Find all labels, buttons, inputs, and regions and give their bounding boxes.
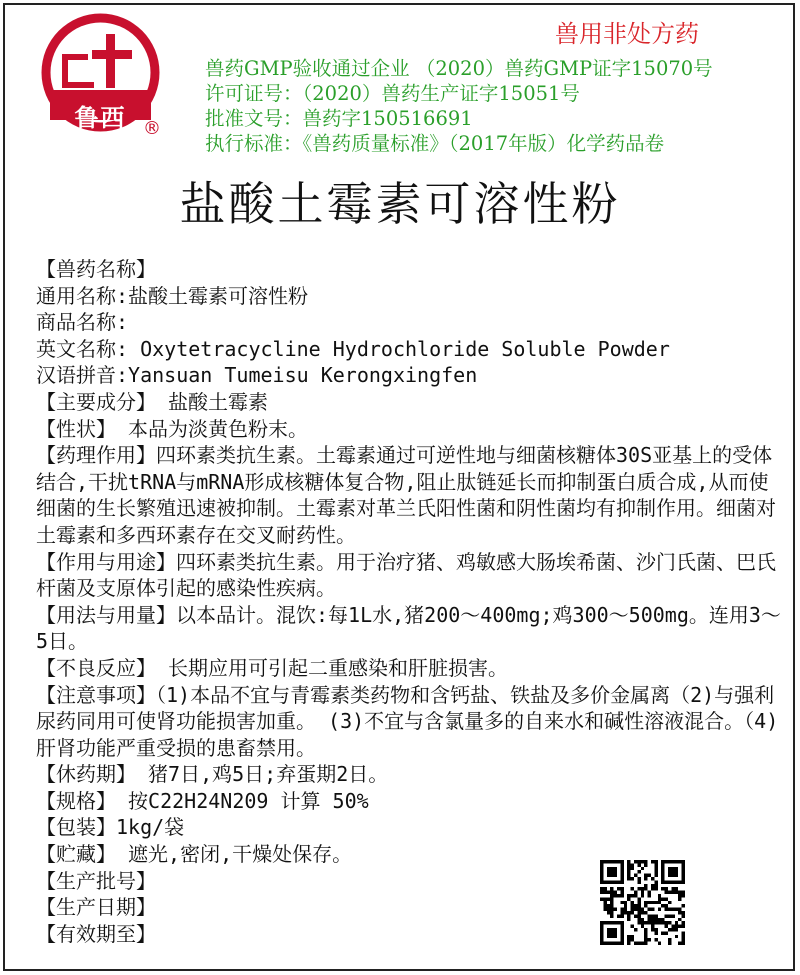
product-title: 盐酸土霉素可溶性粉	[179, 177, 621, 231]
precautions: 【注意事项】（1)本品不宜与青霉素类药物和含钙盐、铁盐及多价金属离（2)与强利尿药同用可使肾功能损害加重。 (3)不宜与含氯量多的自来水和碱性溶液混合。（4)肝肾功能严重受损的患畜禁用。	[36, 682, 779, 760]
qr-code-icon	[600, 860, 685, 945]
logo-text: 鲁西	[74, 104, 127, 132]
expiry-date: 【有效期至】	[36, 921, 156, 946]
registered-mark: ®	[143, 118, 161, 139]
company-logo	[38, 10, 163, 135]
batch-number: 【生产批号】	[36, 868, 156, 893]
generic-name: 通用名称:盐酸土霉素可溶性粉	[36, 283, 309, 308]
otc-label: 兽用非处方药	[555, 20, 699, 48]
pharmacology: 【药理作用】四环素类抗生素。土霉素通过可逆性地与细菌核糖体30S亚基上的受体结合,干扰tRNA与mRNA形成核糖体复合物,阻止肽链延长而抑制蛋白质合成,从而使细菌的生长繁殖迅速被抑制。土霉素对革兰氏阳性菌和阴性菌均有抑制作用。细菌对土霉素和多西环素存在交叉耐药性。	[36, 443, 776, 547]
cert-line-gmp: 兽药GMP验收通过企业 （2020）兽药GMP证字15070号	[205, 57, 713, 80]
dosage: 【用法与用量】以本品计。混饮:每1L水,猪200～400mg;鸡300～500mg。连用3～5日。	[36, 602, 781, 654]
appearance: 【性状】 本品为淡黄色粉末。	[36, 416, 309, 441]
main-ingredient: 【主要成分】 盐酸土霉素	[36, 389, 269, 414]
cert-line-approval: 批准文号：兽药字150516691	[205, 107, 473, 130]
storage: 【贮藏】 遮光,密闭,干燥处保存。	[36, 842, 353, 867]
cert-line-license: 许可证号：（2020）兽药生产证字15051号	[205, 82, 580, 105]
trade-name: 商品名称:	[36, 310, 129, 335]
vet-name-heading: 【兽药名称】	[36, 257, 156, 281]
indications: 【作用与用途】四环素类抗生素。用于治疗猪、鸡敏感大肠埃希菌、沙门氏菌、巴氏杆菌及支原体引起的感染性疾病。	[36, 549, 776, 601]
production-date: 【生产日期】	[36, 895, 156, 920]
adverse-reactions: 【不良反应】 长期应用可引起二重感染和肝脏损害。	[36, 655, 509, 680]
cert-line-standard: 执行标准：《兽药质量标准》（2017年版）化学药品卷	[205, 132, 665, 155]
specification: 【规格】 按C22H24N209 计算 50%	[36, 788, 369, 813]
withdrawal-period: 【休药期】 猪7日,鸡5日;弃蛋期2日。	[36, 762, 389, 787]
pinyin-name: 汉语拼音:Yansuan Tumeisu Kerongxingfen	[36, 363, 478, 388]
english-name: 英文名称: Oxytetracycline Hydrochloride Soluble Powder	[36, 336, 670, 361]
package: 【包装】1kg/袋	[36, 815, 185, 840]
label-body	[36, 256, 781, 947]
certification-block	[205, 56, 713, 156]
